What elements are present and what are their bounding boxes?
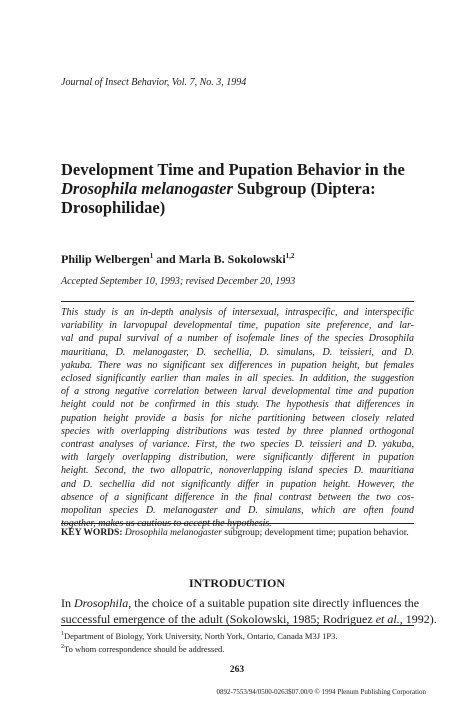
abstract-line: mauritiana, D. melanogaster, D. sechellia, D. simulans, D. teissieri, and D. [61, 346, 414, 358]
accepted-dates: Accepted September 10, 1993; revised December 20, 1993 [61, 276, 296, 287]
intro-text: , the choice of a suitable pupation site directly influences the [128, 596, 420, 610]
abstract-line: pupation height provide a basis for niche partitioning between closely related [61, 412, 414, 424]
keywords [61, 528, 414, 538]
abstract-line: and D. sechellia did not significantly differ in pupation height. However, the [61, 478, 414, 490]
author-2: Marla B. Sokolowski [178, 252, 286, 266]
abstract-top-rule [61, 301, 414, 302]
abstract-line: eclosed significantly earlier than males in all species. In addition, the suggestion [61, 373, 414, 385]
abstract-line: of a strong negative correlation between larval developmental time and pupation [61, 386, 414, 398]
author-1: Philip Welbergen [61, 252, 150, 266]
journal-header: Journal of Insect Behavior, Vol. 7, No. 3, 1994 [61, 77, 247, 88]
abstract [61, 306, 414, 530]
footnote-2-text: To whom correspondence should be addressed. [64, 643, 225, 654]
introduction-heading: INTRODUCTION [188, 576, 285, 590]
intro-text: successful emergence of the adult (Sokolowski, 1985; Rodriguez [61, 612, 376, 626]
author-2-affiliation: 1,2 [285, 252, 295, 260]
introduction-body [61, 595, 437, 627]
abstract-line: height could not be confirmed in this study. The hypothesis that differences in [61, 399, 414, 411]
abstract-line: yakuba. There was no significant sex differences in pupation height, but females [61, 359, 414, 371]
abstract-line: species with overlapping distributions was tested by three planned orthogonal [61, 425, 414, 437]
footnote-2 [61, 642, 414, 655]
title-line-2 [61, 179, 441, 198]
abstract-bottom-rule [61, 523, 414, 524]
page-number: 263 [229, 665, 245, 675]
author-joiner: and [153, 252, 179, 266]
abstract-line: This study is an in-depth analysis of intersexual, intraspecific, and interspecific [61, 307, 414, 318]
author-line [61, 252, 294, 267]
abstract-line: mopolitan species D. melanogaster and D. simulans, which are often found [61, 505, 414, 517]
abstract-line: with largely overlapping distribution, were significantly different in pupation [61, 452, 414, 464]
footnote-rule [61, 625, 414, 626]
intro-text: In [61, 596, 74, 610]
keywords-rest: subgroup; development time; pupation behavior. [221, 528, 409, 538]
title-line-3: Drosophilidae) [61, 198, 166, 217]
title-line-2-rest: Subgroup (Diptera: [232, 179, 376, 198]
intro-text: , 1992). [399, 612, 437, 626]
publisher-imprint: 0892-7553/94/0500-0263$07.00/0 © 1994 Plenum Publishing Corporation [216, 688, 426, 696]
keywords-species: Drosophila melanogaster [124, 528, 222, 538]
abstract-line: val and pupal survival of a number of isofemale lines of the species Drosophila [61, 333, 414, 345]
intro-etal: et al. [375, 612, 400, 626]
abstract-line: together, makes us cautious to accept the hypothesis. [61, 518, 272, 530]
footnotes [61, 629, 414, 655]
intro-line-1 [61, 595, 420, 611]
footnote-1-text: Department of Biology, York University, North York, Ontario, Canada M3J 1P3. [64, 630, 338, 641]
author-1-affiliation: 1 [149, 252, 154, 260]
article-title [61, 160, 441, 217]
keywords-label: KEY WORDS: [61, 528, 123, 538]
abstract-line: variability in larvopupal developmental time, pupation site preference, and lar- [61, 320, 414, 332]
intro-genus: Drosophila [74, 596, 129, 610]
footnote-1 [61, 629, 414, 642]
footnote-2-marker: 2 [61, 643, 64, 650]
abstract-line: height. Second, the two allopatric, nonoverlapping island species D. mauritiana [61, 465, 414, 477]
abstract-line: absence of a significant difference in the final contrast between the two cos- [61, 491, 414, 503]
footnote-1-marker: 1 [61, 631, 64, 637]
abstract-line: contrast analyses of variance. First, the two species D. teissieri and D. yakuba, [61, 439, 414, 451]
title-species: Drosophila melanogaster [61, 179, 233, 198]
title-line-1: Development Time and Pupation Behavior in the [61, 160, 405, 179]
